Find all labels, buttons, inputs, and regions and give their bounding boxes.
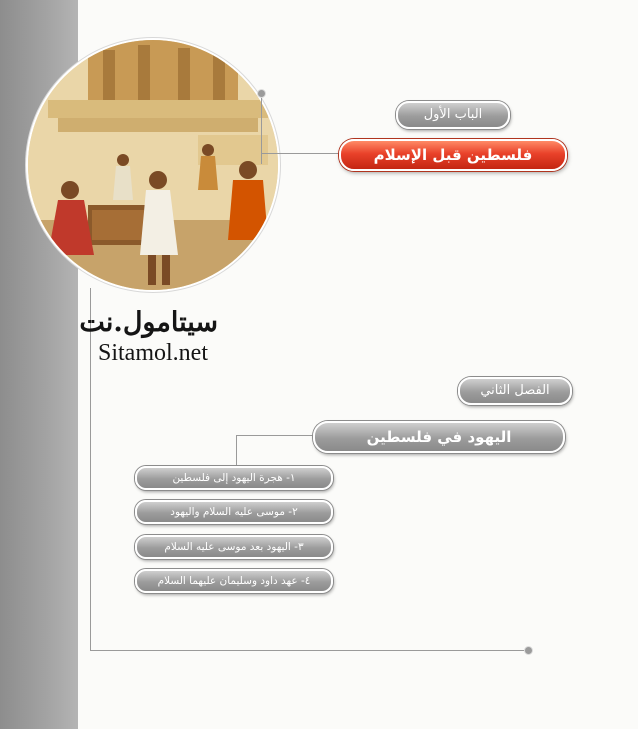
connector-dot-top xyxy=(257,89,266,98)
chapter-branch-vertical xyxy=(236,435,237,465)
bottom-connector xyxy=(90,650,527,651)
lesson-item-1: ١- هجرة اليهود إلى فلسطين xyxy=(135,466,333,490)
chapter-label-pill: الفصل الثاني xyxy=(458,377,572,405)
chapter-title-pill: اليهود في فلسطين xyxy=(313,421,565,453)
lesson-item-3: ٣- اليهود بعد موسى عليه السلام xyxy=(135,535,333,559)
ancient-construction-illustration xyxy=(28,40,278,290)
connector-to-unit-title xyxy=(262,153,340,154)
lesson-item-2: ٢- موسى عليه السلام واليهود xyxy=(135,500,333,524)
unit-title-pill: فلسطين قبل الإسلام xyxy=(339,139,567,171)
watermark-latin: Sitamol.net xyxy=(98,340,208,366)
watermark-arabic: سيتامول.نت xyxy=(79,307,218,338)
connector-dot-bottom xyxy=(524,646,533,655)
site-watermark xyxy=(79,307,218,367)
lesson-item-4: ٤- عهد داود وسليمان عليهما السلام xyxy=(135,569,333,593)
chapter-branch-horizontal xyxy=(236,435,314,436)
unit-label-pill: الباب الأول xyxy=(396,101,510,129)
